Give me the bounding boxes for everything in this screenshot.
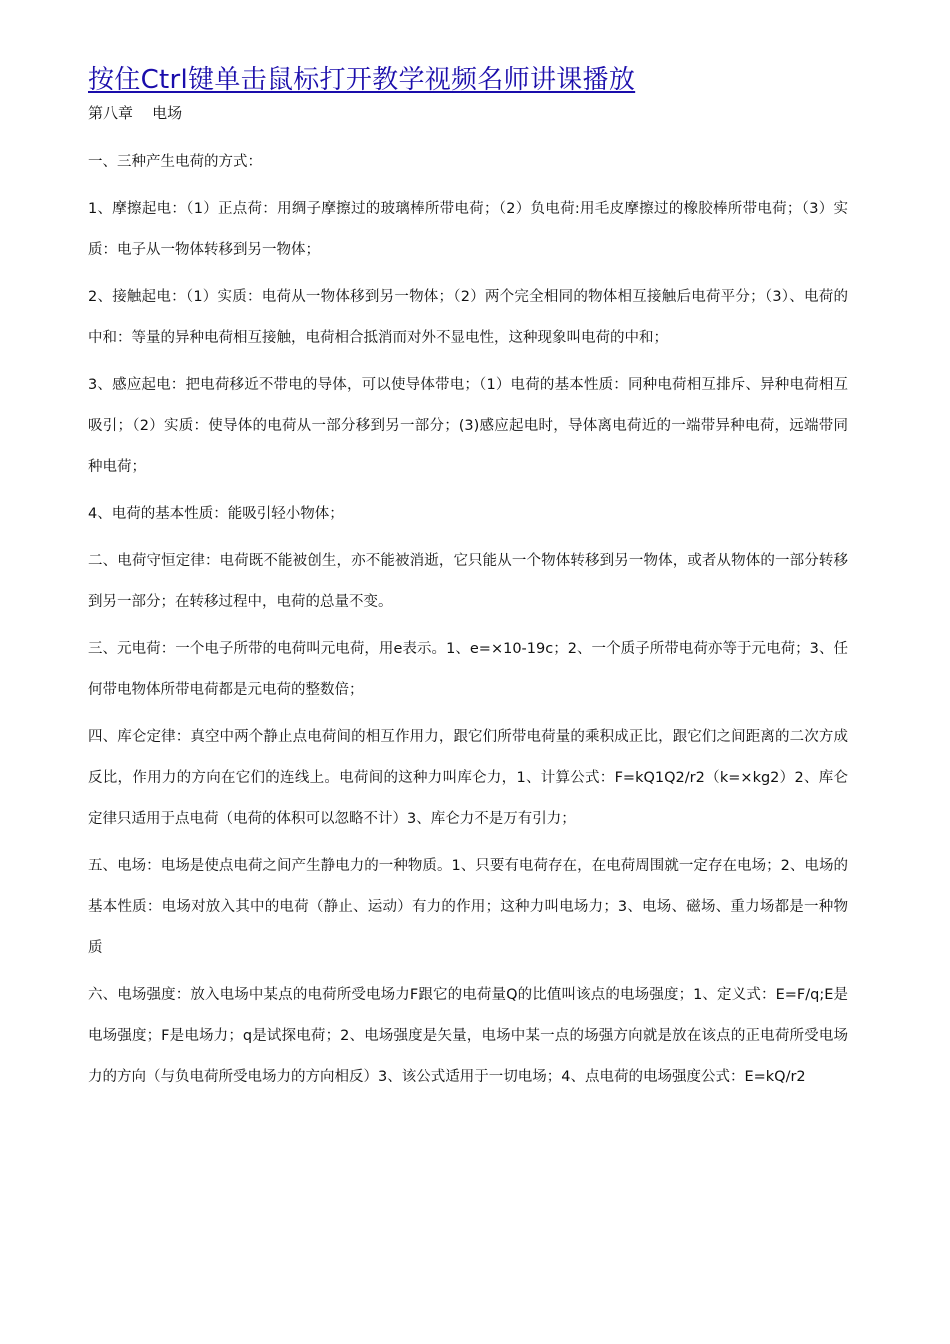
paragraph-friction-charging: 1、摩擦起电：（1）正点荷：用绸子摩擦过的玻璃棒所带电荷；（2）负电荷:用毛皮摩擦过的橡胶棒所带电荷；（3）实质：电子从一物体转移到另一物体； — [88, 201, 848, 258]
video-playback-link[interactable]: 按住Ctrl键单击鼠标打开教学视频名师讲课播放 — [88, 65, 636, 95]
paragraph-contact-charging: 2、接触起电：（1）实质：电荷从一物体移到另一物体；（2）两个完全相同的物体相互接触后电荷平分；（3）、电荷的中和：等量的异种电荷相互接触，电荷相合抵消而对外不显电性，这种现象叫电荷的中和； — [88, 289, 848, 346]
paragraph-field-strength: 六、电场强度：放入电场中某点的电荷所受电场力F跟它的电荷量Q的比值叫该点的电场强度；1、定义式：E=F/q;E是电场强度；F是电场力；q是试探电荷；2、电场强度是矢量，电场中某一点的场强方向就是放在该点的正电荷所受电场力的方向（与负电荷所受电场力的方向相反）3、该公式适用于一切电场；4、点电荷的电场强度公式：E=kQ/r2 — [88, 987, 848, 1085]
paragraph-charge-conservation: 二、电荷守恒定律：电荷既不能被创生，亦不能被消逝，它只能从一个物体转移到另一物体，或者从物体的一部分转移到另一部分；在转移过程中，电荷的总量不变。 — [88, 553, 848, 610]
paragraph-electric-field: 五、电场：电场是使点电荷之间产生静电力的一种物质。1、只要有电荷存在，在电荷周围就一定存在电场；2、电场的基本性质：电场对放入其中的电荷（静止、运动）有力的作用；这种力叫电场力；3、电场、磁场、重力场都是一种物质 — [88, 858, 848, 956]
section-heading-charge-methods: 一、三种产生电荷的方式： — [88, 154, 262, 170]
chapter-title: 第八章 电场 — [88, 104, 183, 122]
paragraph-induction-charging: 3、感应起电：把电荷移近不带电的导体，可以使导体带电；（1）电荷的基本性质：同种电荷相互排斥、异种电荷相互吸引；（2）实质：使导体的电荷从一部分移到另一部分；(3)感应起电时，导体离电荷近的一端带异种电荷，远端带同种电荷； — [88, 377, 848, 475]
document-page — [88, 62, 848, 1098]
paragraph-elementary-charge: 三、元电荷：一个电子所带的电荷叫元电荷，用e表示。1、e=×10-19c；2、一个质子所带电荷亦等于元电荷；3、任何带电物体所带电荷都是元电荷的整数倍； — [88, 641, 848, 698]
paragraph-charge-property: 4、电荷的基本性质：能吸引轻小物体； — [88, 506, 344, 522]
paragraph-coulomb-law: 四、库仑定律：真空中两个静止点电荷间的相互作用力，跟它们所带电荷量的乘积成正比，跟它们之间距离的二次方成反比，作用力的方向在它们的连线上。电荷间的这种力叫库仑力，1、计算公式：F=kQ1Q2/r2（k=×kg2）2、库仑定律只适用于点电荷（电荷的体积可以忽略不计）3、库仑力不是万有引力； — [88, 729, 848, 827]
